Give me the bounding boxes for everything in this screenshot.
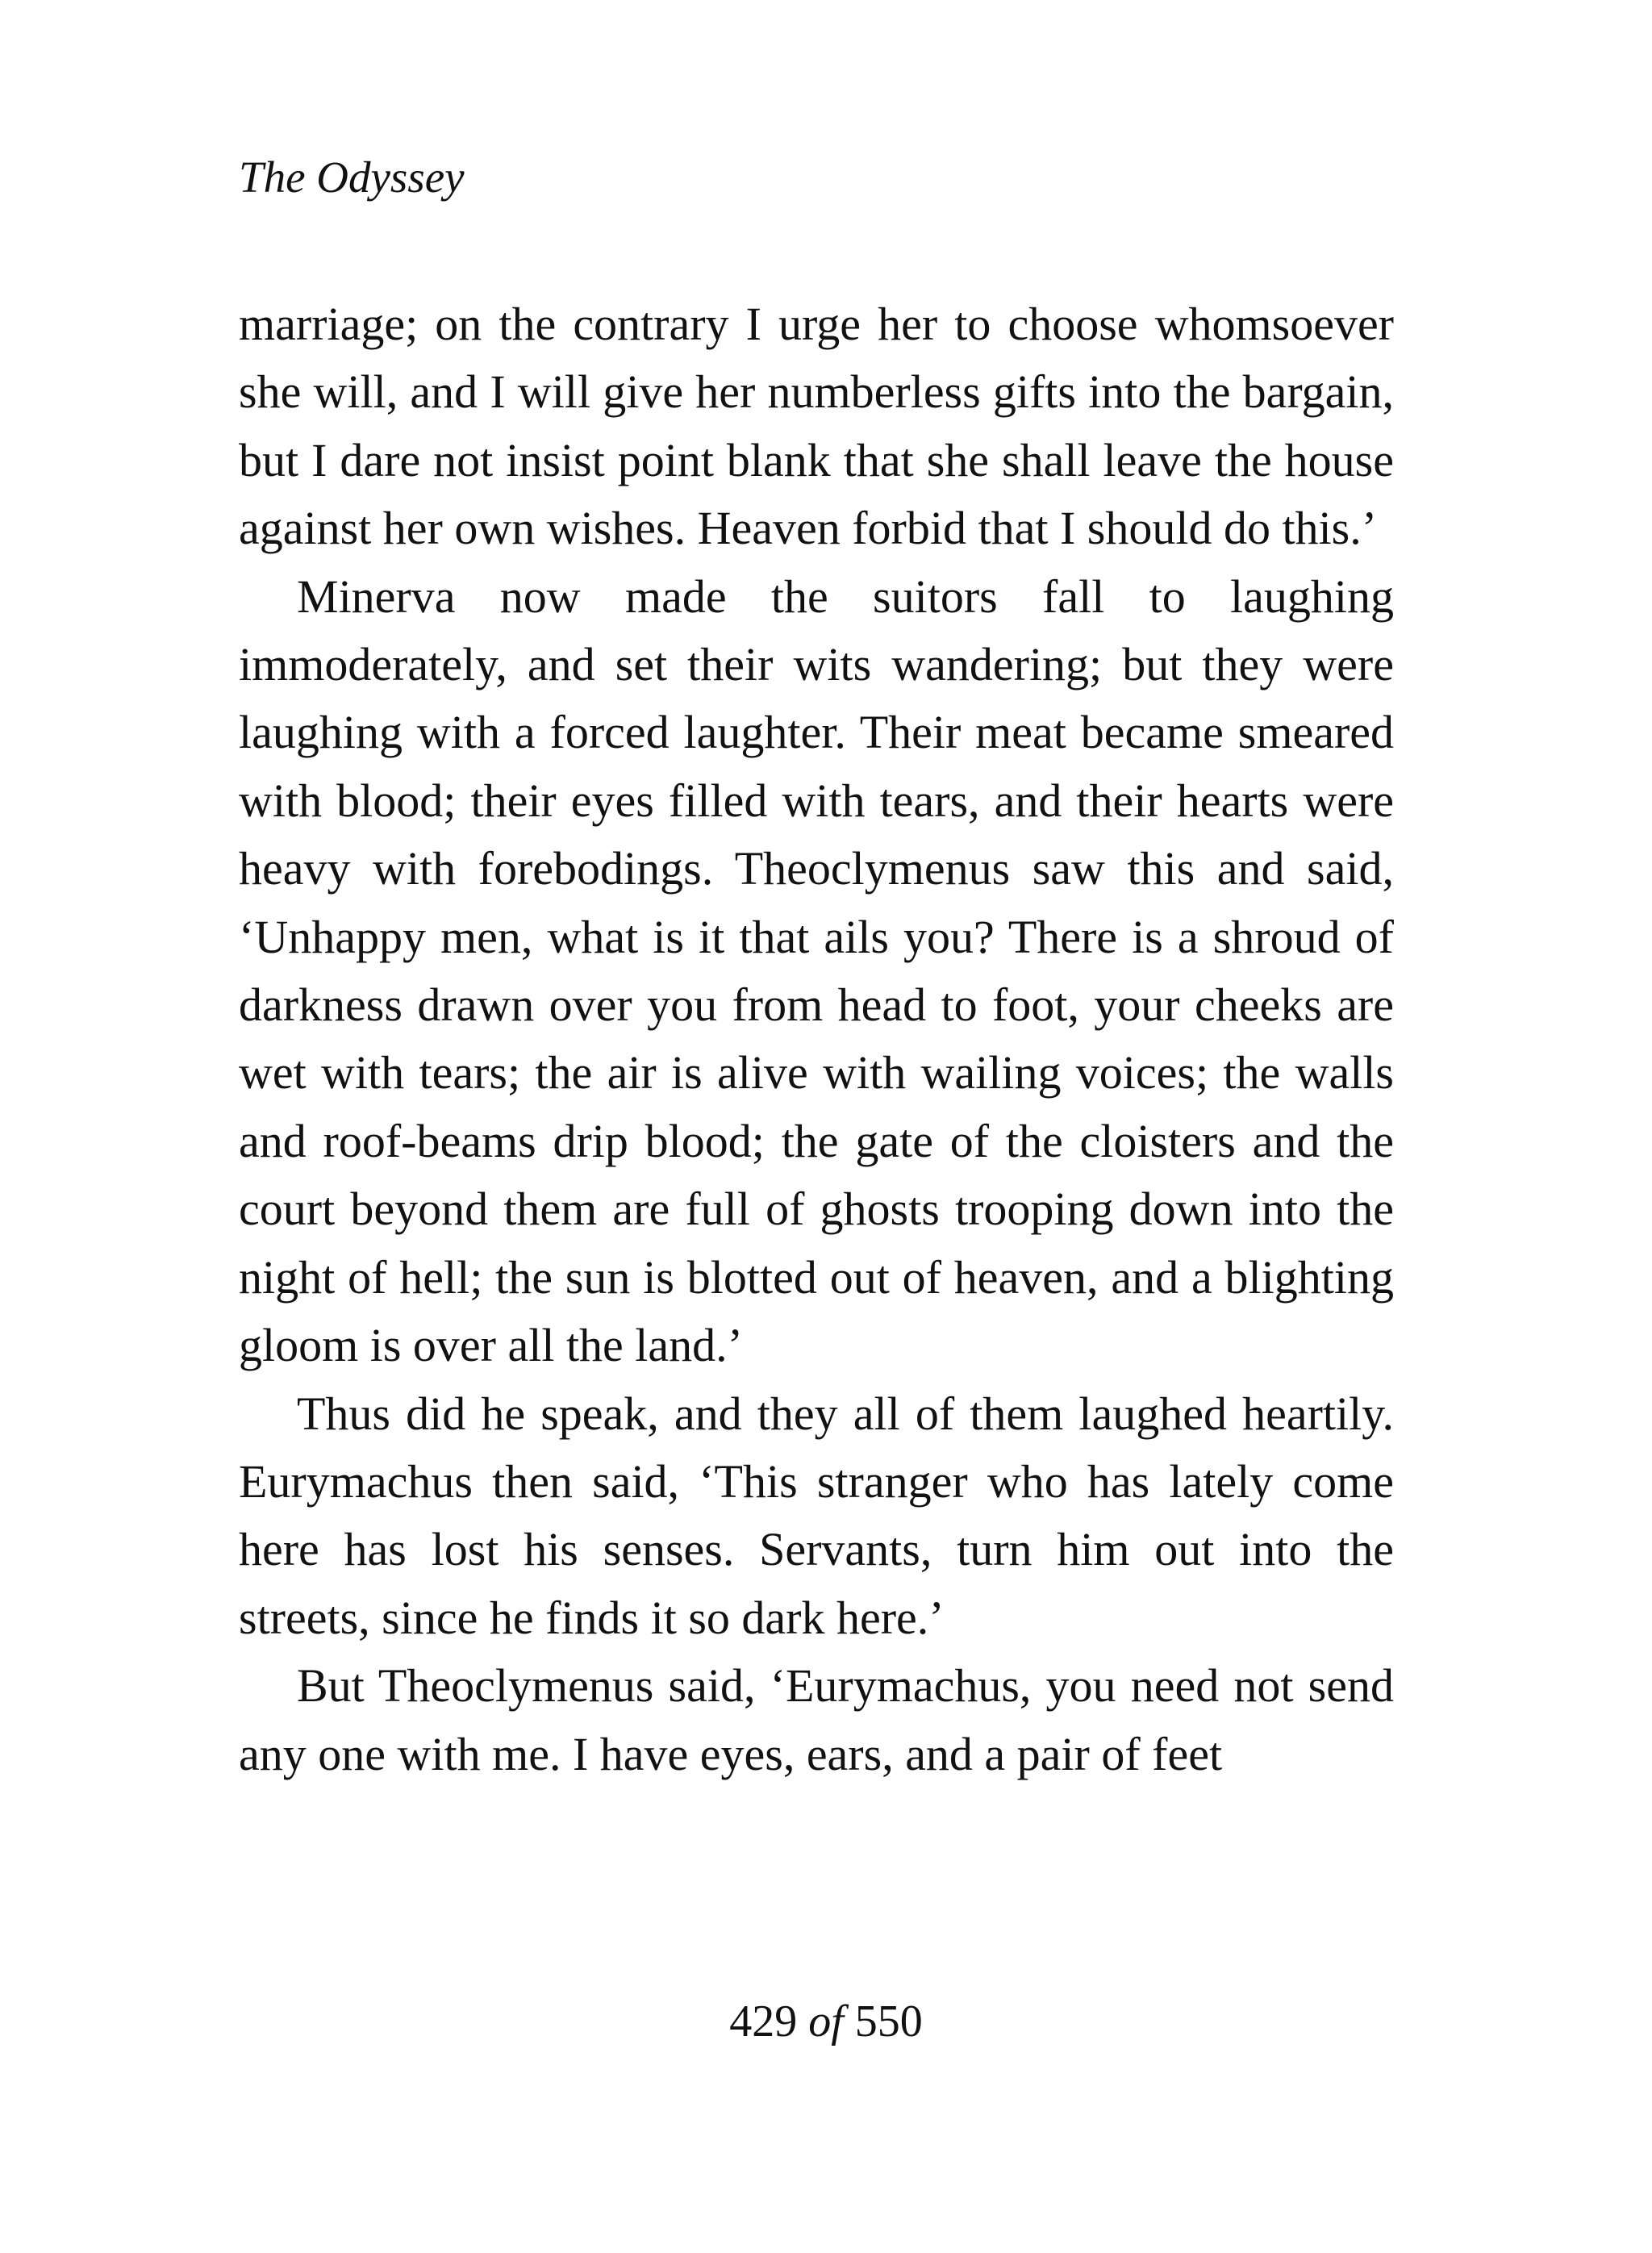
paragraph-3: Thus did he speak, and they all of them laughed heartily. Eurymachus then said, ‘This stranger who has lately come here has lost his senses. Servants, turn him out into the streets, since he finds it so dark here.’ — [239, 1387, 1394, 1644]
body-text — [239, 290, 1394, 1788]
running-head: The Odyssey — [239, 152, 465, 202]
page-number — [0, 1989, 1652, 2054]
paragraph-1: marriage; on the contrary I urge her to choose whomsoever she will, and I will give her numberless gifts into the bargain, but I dare not insist point blank that she shall leave the house against her own wishes. Heaven forbid that I should do this.’ — [239, 298, 1394, 555]
paragraph-4: But Theoclymenus said, ‘Eurymachus, you need not send any one with me. I have eyes, ears, and a pair of feet — [239, 1659, 1394, 1780]
page-number-current: 429 — [729, 1996, 798, 2046]
paragraph-2: Minerva now made the suitors fall to laughing immoderately, and set their wits wandering; but they were laughing with a forced laughter. Their meat became smeared with blood; their eyes filled with tears, and their hearts were heavy with forebodings. Theoclymenus saw this and said, ‘Unhappy men, what is it that ails you? There is a shroud of darkness drawn over you from head to foot, your cheeks are wet with tears; the air is alive with wailing voices; the walls and roof-beams drip blood; the gate of the cloisters and the court beyond them are full of ghosts trooping down into the night of hell; the sun is blotted out of heaven, and a blighting gloom is over all the land.’ — [239, 570, 1394, 1372]
page-number-separator: of — [808, 1996, 844, 2046]
page-number-total: 550 — [854, 1996, 923, 2046]
